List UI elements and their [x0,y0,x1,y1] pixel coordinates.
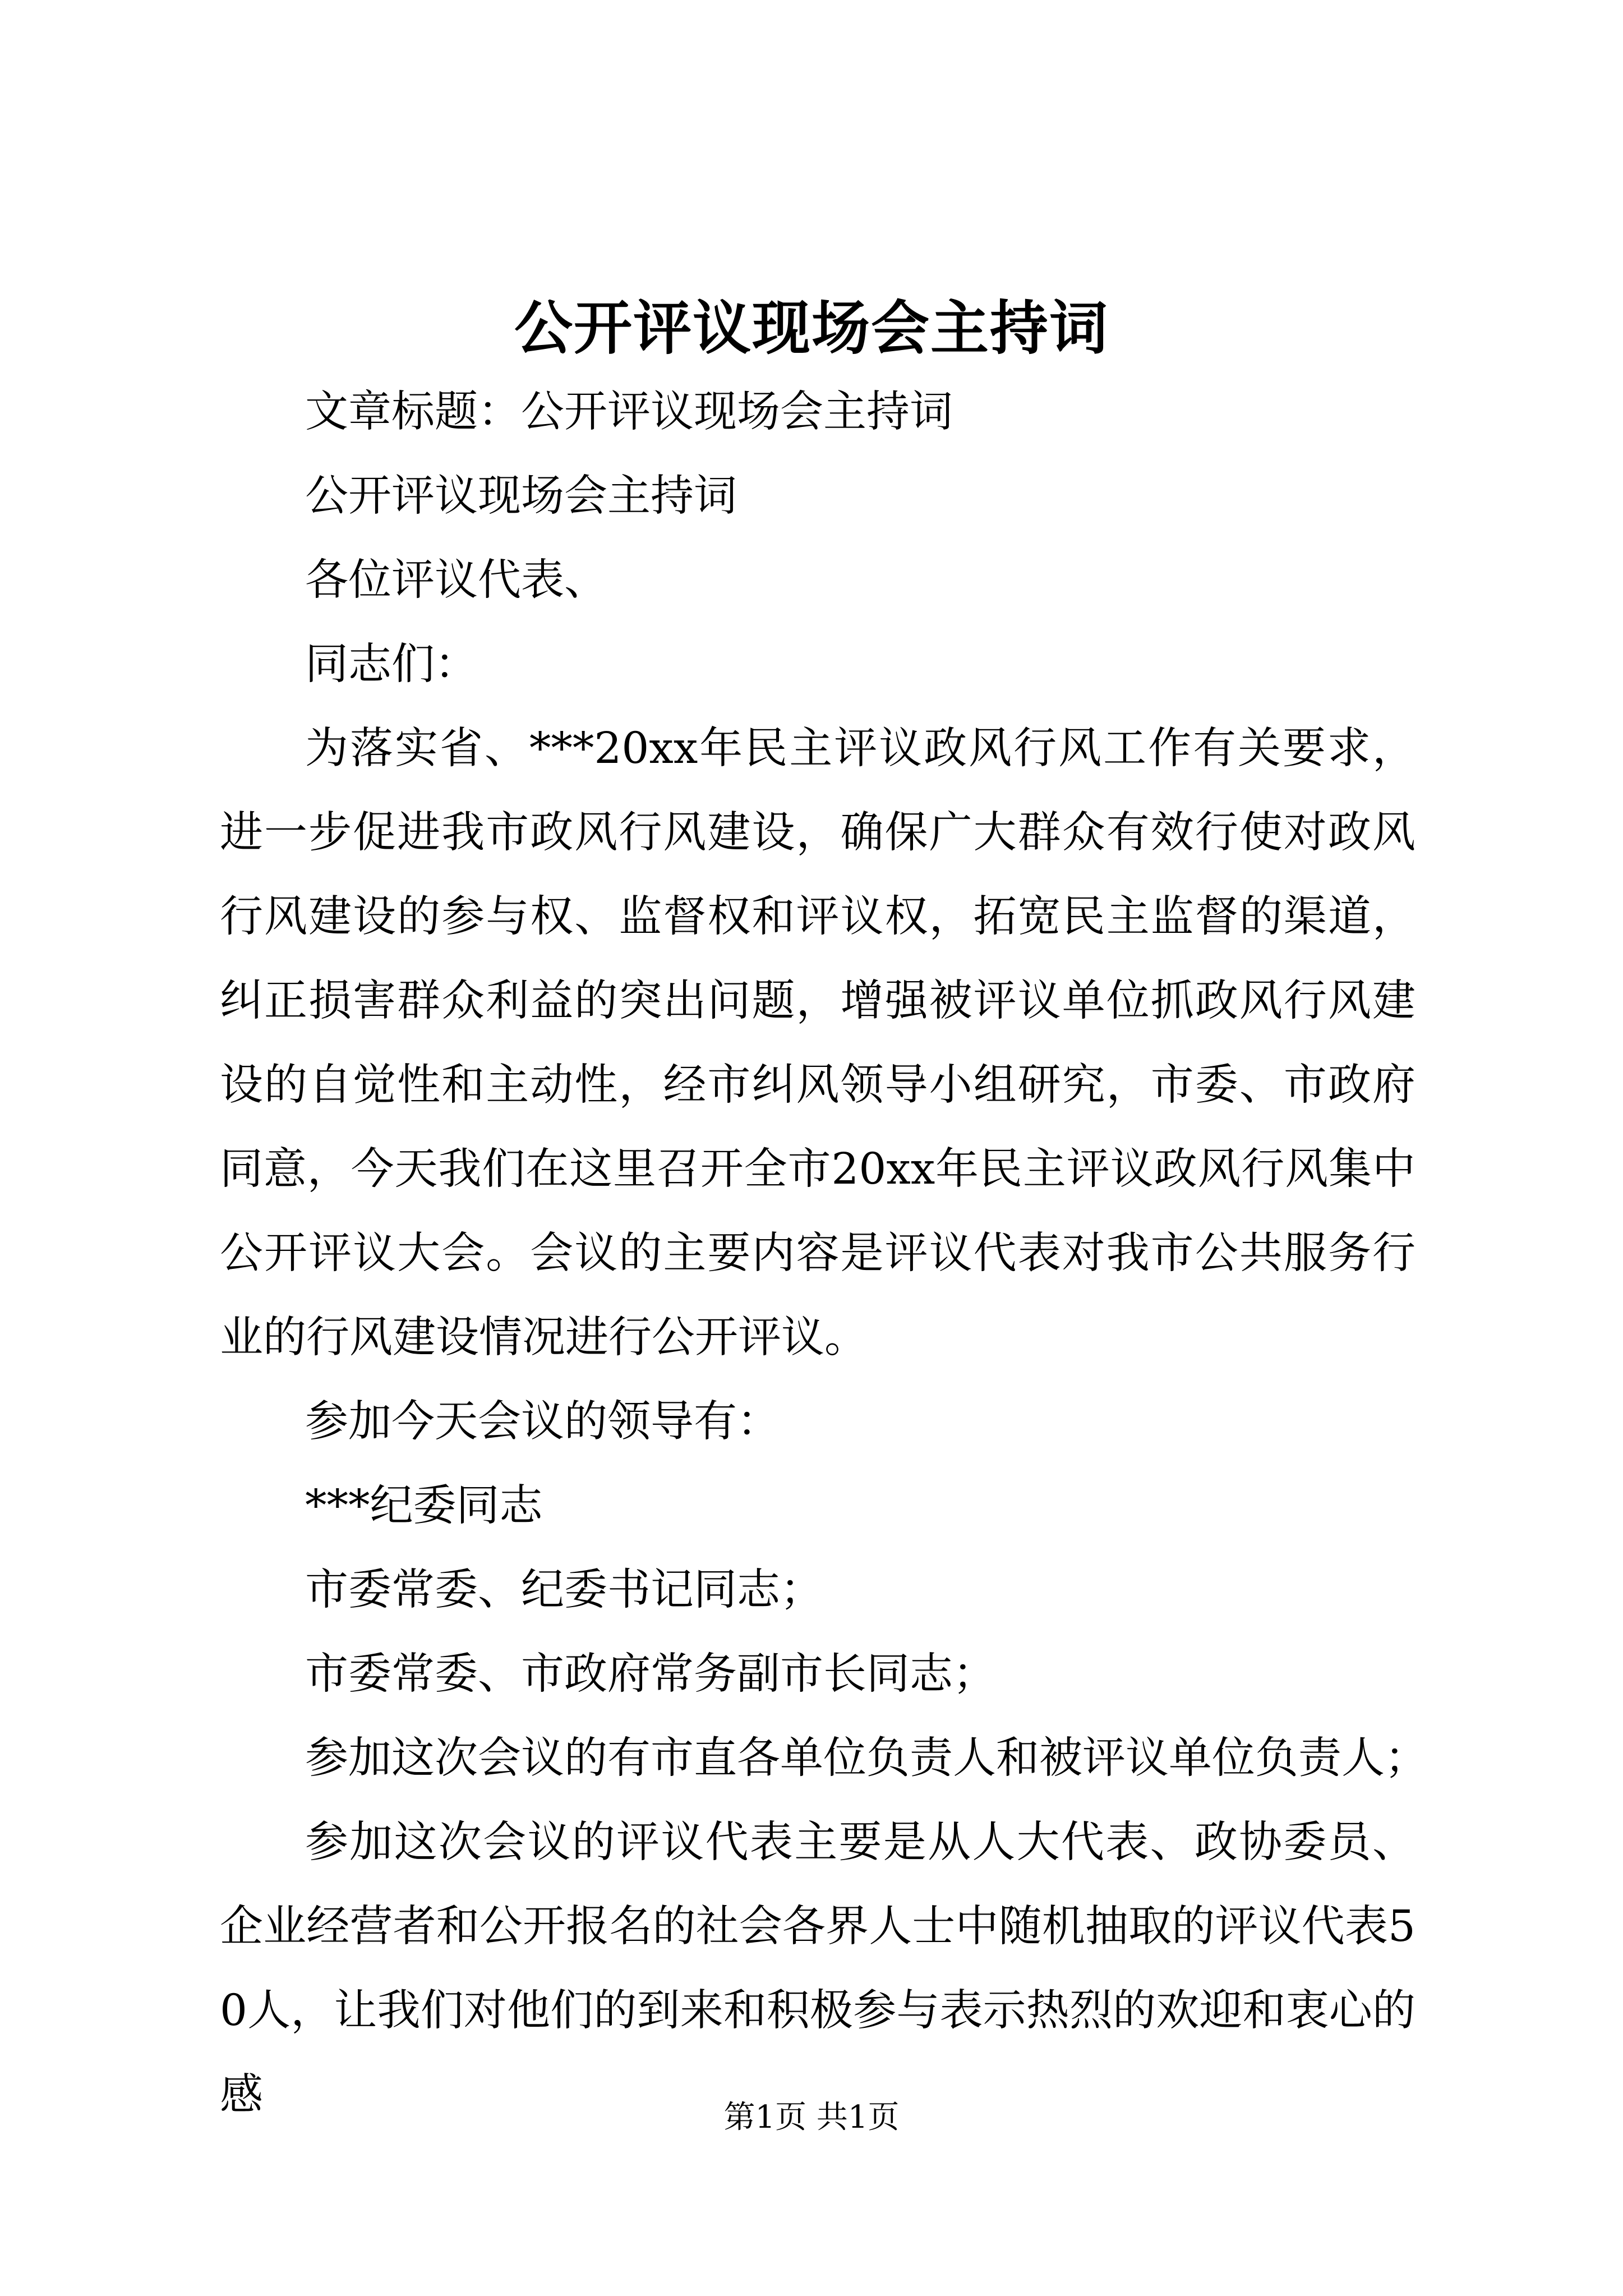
paragraph-representatives: 参加这次会议的评议代表主要是从人大代表、政协委员、企业经营者和公开报名的社会各界人士中随机抽取的评议代表50人，让我们对他们的到来和积极参与表示热烈的欢迎和衷心的感 [220,1818,1415,2120]
paragraph-leaders-heading: 参加今天会议的领导有： [305,1397,780,1447]
document-title: 公开评议现场会主持词 [514,293,1109,362]
document-body [220,370,1428,2137]
paragraph-heading: 公开评议现场会主持词 [305,471,737,521]
paragraph-attendees: 参加这次会议的有市直各单位负责人和被评议单位负责人； [305,1733,1428,1783]
paragraph-salutation: 各位评议代表、 [305,555,607,605]
paragraph-article-title: 文章标题：公开评议现场会主持词 [305,387,953,437]
paragraph-intro: 为落实省、***20xx年民主评议政风行风工作有关要求，进一步促进我市政风行风建设，确保广大群众有效行使对政风行风建设的参与权、监督权和评议权，拓宽民主监督的渠道，纠正损害群众利益的突出问题，增强被评议单位抓政风行风建设的自觉性和主动性，经市纠风领导小组研究，市委、市政府同意，今天我们在这里召开全市20xx年民主评议政风行风集中公开评议大会。会议的主要内容是评议代表对我市公共服务行业的行风建设情况进行公开评议。 [220,724,1415,1363]
page-footer: 第1页 共1页 [723,2099,900,2136]
paragraph-leader-2: 市委常委、纪委书记同志； [305,1565,823,1615]
paragraph-salutation-2: 同志们： [305,639,478,689]
paragraph-leader-3: 市委常委、市政府常务副市长同志； [305,1649,996,1699]
paragraph-leader-1: ***纪委同志 [305,1481,543,1531]
